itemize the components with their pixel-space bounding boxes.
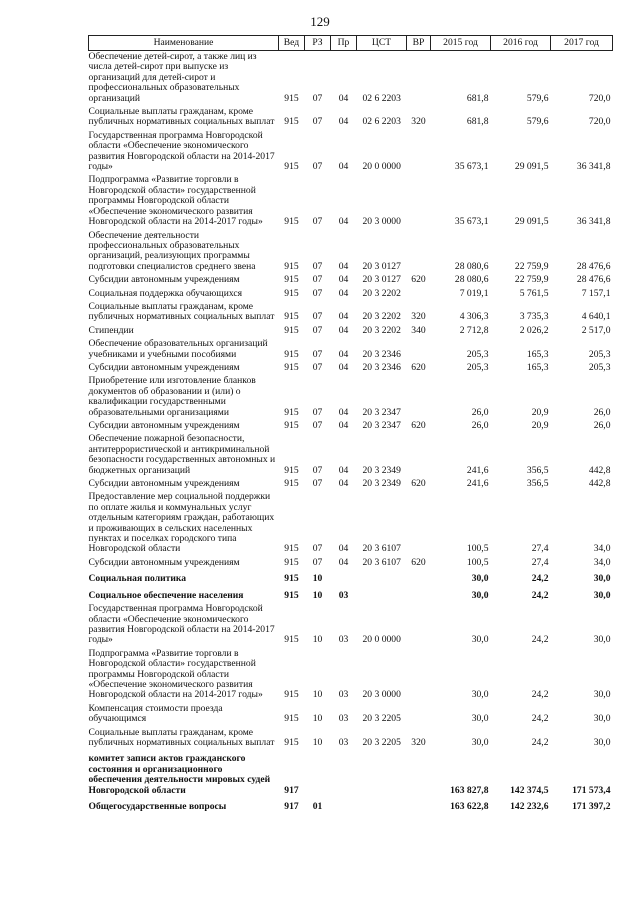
cell-name: Приобретение или изготовление бланков документов об образовании и (или) о квалификации государственными образовательными организациями bbox=[88, 375, 256, 418]
cell-pr: 03 bbox=[338, 736, 349, 748]
cell-pr: 04 bbox=[338, 420, 349, 431]
cell-ved: 915 bbox=[284, 116, 299, 128]
cell-cst: 20 3 2347 bbox=[362, 406, 401, 418]
cell-2017: 30,0 bbox=[593, 736, 611, 748]
page-number: 129 bbox=[310, 14, 330, 29]
cell-pr: 04 bbox=[338, 216, 349, 228]
cell-rz: 10 bbox=[312, 589, 323, 601]
cell-pr bbox=[331, 570, 357, 586]
cell-2015: 163 622,8 bbox=[450, 801, 489, 812]
cell-2015: 205,3 bbox=[466, 348, 489, 360]
table-row bbox=[89, 106, 613, 130]
cell-cst bbox=[357, 587, 407, 603]
cell-vr bbox=[407, 288, 431, 301]
cell-cst: 20 3 2205 bbox=[362, 713, 401, 725]
cell-pr: 04 bbox=[338, 92, 349, 104]
cell-2015: 35 673,1 bbox=[454, 216, 489, 228]
cell-ved: 915 bbox=[284, 311, 299, 323]
cell-rz: 07 bbox=[312, 274, 323, 286]
cell-ved: 915 bbox=[284, 478, 299, 490]
cell-2017: 30,0 bbox=[593, 689, 611, 701]
cell-vr bbox=[407, 750, 431, 798]
cell-2016: 579,6 bbox=[526, 92, 549, 104]
cell-name: Субсидии автономным учреждениям bbox=[88, 361, 240, 373]
cell-rz: 10 bbox=[312, 689, 323, 701]
cell-2017: 205,3 bbox=[588, 361, 611, 373]
cell-ved: 917 bbox=[284, 784, 299, 796]
cell-pr bbox=[331, 750, 357, 798]
cell-vr bbox=[407, 375, 431, 420]
cell-2016: 579,6 bbox=[526, 116, 549, 128]
cell-name: Социальная политика bbox=[88, 573, 187, 585]
cell-ved: 915 bbox=[284, 634, 299, 646]
cell-vr bbox=[407, 570, 431, 586]
cell-pr: 03 bbox=[338, 589, 349, 601]
cell-name: комитет записи актов гражданского состояния и организационного обеспечения деятельности мировых судей Новгородской области bbox=[88, 753, 271, 796]
cell-pr: 04 bbox=[338, 406, 349, 418]
table-row bbox=[89, 420, 613, 433]
cell-cst: 20 3 6107 bbox=[362, 543, 401, 555]
cell-2016: 22 759,9 bbox=[514, 274, 549, 286]
cell-cst: 20 3 0127 bbox=[362, 274, 401, 286]
cell-rz: 07 bbox=[312, 287, 323, 299]
cell-2015: 30,0 bbox=[471, 573, 489, 585]
cell-rz: 10 bbox=[312, 713, 323, 725]
header-ved: Вед bbox=[279, 36, 305, 51]
cell-2016: 356,5 bbox=[526, 464, 549, 476]
cell-name: Субсидии автономным учреждениям bbox=[88, 420, 240, 431]
cell-2017: 442,8 bbox=[588, 478, 611, 490]
table-row bbox=[89, 750, 613, 798]
cell-rz: 10 bbox=[312, 573, 323, 585]
cell-ved: 915 bbox=[284, 556, 299, 568]
cell-vr: 620 bbox=[411, 556, 426, 568]
cell-2015: 30,0 bbox=[471, 634, 489, 646]
table-row bbox=[89, 288, 613, 301]
cell-name: Субсидии автономным учреждениям bbox=[88, 556, 240, 568]
cell-name: Социальные выплаты гражданам, кроме публичных нормативных социальных выплат bbox=[88, 726, 275, 748]
cell-rz: 07 bbox=[312, 464, 323, 476]
cell-pr: 04 bbox=[338, 287, 349, 299]
table-row bbox=[89, 375, 613, 420]
cell-2016: 24,2 bbox=[531, 689, 549, 701]
cell-name: Социальные выплаты гражданам, кроме публичных нормативных социальных выплат bbox=[88, 106, 275, 128]
cell-cst: 20 3 0000 bbox=[362, 216, 401, 228]
cell-2015: 241,6 bbox=[466, 478, 489, 490]
cell-ved: 915 bbox=[284, 573, 299, 585]
cell-cst: 20 3 6107 bbox=[362, 556, 401, 568]
cell-vr bbox=[407, 230, 431, 275]
cell-2017: 28 476,6 bbox=[576, 274, 611, 286]
cell-pr: 04 bbox=[338, 274, 349, 286]
cell-ved: 915 bbox=[284, 406, 299, 418]
cell-rz: 07 bbox=[312, 420, 323, 431]
cell-rz: 07 bbox=[312, 161, 323, 173]
cell-name: Обеспечение детей-сирот, а также лиц из числа детей-сирот при выпуске из организаций для детей-сирот и профессиональных образовательных организаций bbox=[88, 51, 257, 104]
cell-2015: 26,0 bbox=[471, 420, 489, 431]
table-header bbox=[89, 36, 613, 51]
cell-name: Общегосударственные вопросы bbox=[88, 801, 227, 812]
cell-2017: 442,8 bbox=[588, 464, 611, 476]
cell-ved: 915 bbox=[284, 361, 299, 373]
cell-2016: 22 759,9 bbox=[514, 260, 549, 272]
cell-2015: 26,0 bbox=[471, 406, 489, 418]
cell-cst: 02 6 2203 bbox=[362, 92, 401, 104]
cell-2016: 24,2 bbox=[531, 713, 549, 725]
table-row bbox=[89, 274, 613, 287]
cell-rz: 10 bbox=[312, 634, 323, 646]
cell-ved: 915 bbox=[284, 589, 299, 601]
cell-2016: 24,2 bbox=[531, 634, 549, 646]
cell-name: Субсидии автономным учреждениям bbox=[88, 274, 240, 286]
cell-2017: 30,0 bbox=[593, 573, 611, 585]
cell-cst: 20 3 2347 bbox=[362, 420, 401, 431]
cell-name: Обеспечение деятельности профессиональных образовательных организаций, реализующих программы подготовки специалистов среднего звена bbox=[88, 229, 256, 272]
cell-2015: 28 080,6 bbox=[454, 260, 489, 272]
cell-pr: 04 bbox=[338, 478, 349, 490]
cell-pr: 04 bbox=[338, 348, 349, 360]
cell-name: Государственная программа Новгородской области «Обеспечение экономического развития Новгородской области на 2014-2017 годы» bbox=[88, 603, 275, 646]
table-row bbox=[89, 727, 613, 751]
table-row bbox=[89, 587, 613, 603]
cell-2015: 4 306,3 bbox=[459, 311, 489, 323]
cell-name: Подпрограмма «Развитие торговли в Новгородской области» государственной программы Новгородской области «Обеспечение экономического развития Новгородской области на 2014-2017 годы» bbox=[88, 647, 263, 701]
cell-2016: 27,4 bbox=[531, 556, 549, 568]
cell-pr bbox=[331, 798, 357, 814]
cell-2016: 29 091,5 bbox=[514, 161, 549, 173]
cell-ved: 915 bbox=[284, 216, 299, 228]
cell-cst: 20 3 2349 bbox=[362, 464, 401, 476]
header-rz: РЗ bbox=[305, 36, 331, 51]
cell-vr bbox=[407, 648, 431, 703]
header-cst: ЦСТ bbox=[357, 36, 407, 51]
header-vr: ВР bbox=[407, 36, 431, 51]
cell-2015: 163 827,8 bbox=[450, 784, 489, 796]
cell-name: Стипендии bbox=[88, 324, 134, 336]
cell-2016: 142 374,5 bbox=[510, 784, 549, 796]
cell-pr: 04 bbox=[338, 311, 349, 323]
cell-2017: 720,0 bbox=[588, 92, 611, 104]
cell-name: Социальная поддержка обучающихся bbox=[88, 287, 243, 299]
cell-rz: 07 bbox=[312, 116, 323, 128]
cell-2016: 5 761,5 bbox=[519, 287, 549, 299]
cell-vr bbox=[407, 587, 431, 603]
cell-ved: 917 bbox=[284, 801, 299, 812]
cell-vr: 340 bbox=[411, 324, 426, 336]
cell-2017: 7 157,1 bbox=[581, 287, 611, 299]
cell-2015: 2 712,8 bbox=[459, 324, 489, 336]
cell-rz: 07 bbox=[312, 216, 323, 228]
table-row bbox=[89, 648, 613, 703]
cell-2015: 30,0 bbox=[471, 736, 489, 748]
cell-2017: 4 640,1 bbox=[581, 311, 611, 323]
cell-ved: 915 bbox=[284, 348, 299, 360]
cell-cst: 20 3 0000 bbox=[362, 689, 401, 701]
cell-rz bbox=[305, 750, 331, 798]
cell-2016: 29 091,5 bbox=[514, 216, 549, 228]
cell-pr: 03 bbox=[338, 713, 349, 725]
cell-2015: 681,8 bbox=[466, 116, 489, 128]
cell-vr: 620 bbox=[411, 274, 426, 286]
cell-2015: 30,0 bbox=[471, 689, 489, 701]
cell-2016: 165,3 bbox=[526, 361, 549, 373]
budget-table bbox=[88, 35, 613, 814]
cell-rz: 07 bbox=[312, 311, 323, 323]
cell-ved: 915 bbox=[284, 92, 299, 104]
cell-cst: 20 3 0127 bbox=[362, 260, 401, 272]
cell-cst: 20 0 0000 bbox=[362, 161, 401, 173]
cell-ved: 915 bbox=[284, 420, 299, 431]
table-row bbox=[89, 325, 613, 338]
cell-2017: 26,0 bbox=[593, 406, 611, 418]
cell-vr bbox=[407, 174, 431, 229]
table-row bbox=[89, 301, 613, 325]
cell-ved: 915 bbox=[284, 274, 299, 286]
cell-rz: 07 bbox=[312, 478, 323, 490]
cell-vr bbox=[407, 433, 431, 478]
cell-pr: 04 bbox=[338, 116, 349, 128]
cell-2017: 205,3 bbox=[588, 348, 611, 360]
cell-ved: 915 bbox=[284, 736, 299, 748]
cell-2015: 7 019,1 bbox=[459, 287, 489, 299]
cell-2015: 100,5 bbox=[466, 556, 489, 568]
table-row bbox=[89, 338, 613, 362]
table-row bbox=[89, 603, 613, 648]
cell-ved: 915 bbox=[284, 543, 299, 555]
cell-ved: 915 bbox=[284, 287, 299, 299]
cell-2016: 2 026,2 bbox=[519, 324, 549, 336]
cell-cst: 20 3 2349 bbox=[362, 478, 401, 490]
cell-pr: 04 bbox=[338, 260, 349, 272]
cell-2016: 356,5 bbox=[526, 478, 549, 490]
cell-rz: 07 bbox=[312, 348, 323, 360]
table-row bbox=[89, 230, 613, 275]
cell-rz: 07 bbox=[312, 92, 323, 104]
header-pr: Пр bbox=[331, 36, 357, 51]
cell-2017: 171 397,2 bbox=[572, 801, 611, 812]
cell-2017: 30,0 bbox=[593, 589, 611, 601]
cell-2016: 24,2 bbox=[531, 573, 549, 585]
cell-vr: 320 bbox=[411, 736, 426, 748]
header-2015: 2015 год bbox=[431, 36, 491, 51]
cell-2017: 36 341,8 bbox=[576, 216, 611, 228]
cell-cst: 20 3 2202 bbox=[362, 311, 401, 323]
cell-vr: 320 bbox=[411, 116, 426, 128]
cell-vr: 620 bbox=[411, 478, 426, 490]
cell-2015: 30,0 bbox=[471, 589, 489, 601]
cell-pr: 04 bbox=[338, 464, 349, 476]
cell-name: Социальное обеспечение населения bbox=[88, 589, 244, 601]
cell-rz: 07 bbox=[312, 556, 323, 568]
cell-ved: 915 bbox=[284, 464, 299, 476]
cell-ved: 915 bbox=[284, 324, 299, 336]
cell-pr: 04 bbox=[338, 324, 349, 336]
cell-pr: 03 bbox=[338, 689, 349, 701]
table-row bbox=[89, 130, 613, 175]
table-row bbox=[89, 51, 613, 107]
cell-2017: 36 341,8 bbox=[576, 161, 611, 173]
cell-2017: 34,0 bbox=[593, 543, 611, 555]
cell-pr: 04 bbox=[338, 543, 349, 555]
cell-pr: 04 bbox=[338, 556, 349, 568]
cell-2017: 28 476,6 bbox=[576, 260, 611, 272]
cell-2015: 100,5 bbox=[466, 543, 489, 555]
cell-2016: 142 232,6 bbox=[510, 801, 549, 812]
cell-cst bbox=[357, 570, 407, 586]
cell-cst bbox=[357, 798, 407, 814]
cell-2017: 26,0 bbox=[593, 420, 611, 431]
table-row bbox=[89, 798, 613, 814]
cell-vr bbox=[407, 338, 431, 362]
cell-cst: 20 3 2205 bbox=[362, 736, 401, 748]
cell-2017: 30,0 bbox=[593, 634, 611, 646]
cell-name: Предоставление мер социальной поддержки по оплате жилья и коммунальных услуг отдельным категориям граждан, работающих и проживающих в сельских населенных пунктах и поселках городского типа Новгородской области bbox=[88, 491, 275, 555]
table-row bbox=[89, 557, 613, 570]
cell-2016: 24,2 bbox=[531, 736, 549, 748]
table-row bbox=[89, 362, 613, 375]
table-row bbox=[89, 491, 613, 556]
cell-2017: 171 573,4 bbox=[572, 784, 611, 796]
cell-2017: 30,0 bbox=[593, 713, 611, 725]
table-row bbox=[89, 478, 613, 491]
cell-2015: 681,8 bbox=[466, 92, 489, 104]
cell-vr bbox=[407, 130, 431, 175]
cell-cst bbox=[357, 750, 407, 798]
table-body bbox=[89, 51, 613, 815]
cell-name: Обеспечение образовательных организаций учебниками и учебными пособиями bbox=[88, 338, 268, 360]
table-row bbox=[89, 433, 613, 478]
table-row bbox=[89, 703, 613, 727]
cell-pr: 04 bbox=[338, 361, 349, 373]
cell-cst: 20 3 2346 bbox=[362, 361, 401, 373]
cell-rz: 07 bbox=[312, 543, 323, 555]
cell-rz: 01 bbox=[312, 801, 323, 812]
cell-cst: 20 3 2202 bbox=[362, 324, 401, 336]
cell-rz: 07 bbox=[312, 260, 323, 272]
cell-2017: 720,0 bbox=[588, 116, 611, 128]
cell-cst: 20 0 0000 bbox=[362, 634, 401, 646]
cell-vr: 620 bbox=[411, 420, 426, 431]
cell-2016: 20,9 bbox=[531, 420, 549, 431]
cell-name: Субсидии автономным учреждениям bbox=[88, 478, 240, 490]
cell-pr: 03 bbox=[338, 634, 349, 646]
cell-name: Обеспечение пожарной безопасности, антитеррористической и антикриминальной безопасности государственных автономных и бюджетных организаций bbox=[88, 433, 276, 476]
cell-cst: 02 6 2203 bbox=[362, 116, 401, 128]
cell-2016: 27,4 bbox=[531, 543, 549, 555]
cell-2015: 205,3 bbox=[466, 361, 489, 373]
cell-name: Государственная программа Новгородской области «Обеспечение экономического развития Новгородской области на 2014-2017 годы» bbox=[88, 129, 275, 173]
cell-vr bbox=[407, 603, 431, 648]
cell-name: Компенсация стоимости проезда обучающимся bbox=[88, 702, 223, 725]
cell-cst: 20 3 2346 bbox=[362, 348, 401, 360]
cell-vr bbox=[407, 703, 431, 727]
cell-rz: 07 bbox=[312, 324, 323, 336]
cell-rz: 07 bbox=[312, 406, 323, 418]
cell-ved: 915 bbox=[284, 260, 299, 272]
cell-2017: 34,0 bbox=[593, 556, 611, 568]
cell-name: Подпрограмма «Развитие торговли в Новгородской области» государственной программы Новгородской области «Обеспечение экономического развития Новгородской области на 2014-2017 годы» bbox=[88, 174, 263, 228]
cell-2017: 2 517,0 bbox=[581, 324, 611, 336]
cell-rz: 07 bbox=[312, 361, 323, 373]
cell-rz: 10 bbox=[312, 736, 323, 748]
header-name: Наименование bbox=[89, 36, 279, 51]
cell-name: Социальные выплаты гражданам, кроме публичных нормативных социальных выплат bbox=[88, 300, 275, 323]
cell-vr: 620 bbox=[411, 361, 426, 373]
cell-2015: 241,6 bbox=[466, 464, 489, 476]
table-row bbox=[89, 570, 613, 586]
cell-cst: 20 3 2202 bbox=[362, 287, 401, 299]
cell-vr: 320 bbox=[411, 311, 426, 323]
cell-pr: 04 bbox=[338, 161, 349, 173]
cell-ved: 915 bbox=[284, 689, 299, 701]
cell-2016: 3 735,3 bbox=[519, 311, 549, 323]
table-row bbox=[89, 174, 613, 229]
cell-ved: 915 bbox=[284, 713, 299, 725]
cell-2015: 28 080,6 bbox=[454, 274, 489, 286]
cell-vr bbox=[407, 51, 431, 107]
cell-2016: 165,3 bbox=[526, 348, 549, 360]
cell-vr bbox=[407, 798, 431, 814]
cell-2016: 24,2 bbox=[531, 589, 549, 601]
cell-2015: 35 673,1 bbox=[454, 161, 489, 173]
cell-vr bbox=[407, 491, 431, 556]
cell-2016: 20,9 bbox=[531, 406, 549, 418]
header-2017: 2017 год bbox=[551, 36, 613, 51]
cell-ved: 915 bbox=[284, 161, 299, 173]
header-2016: 2016 год bbox=[491, 36, 551, 51]
cell-2015: 30,0 bbox=[471, 713, 489, 725]
